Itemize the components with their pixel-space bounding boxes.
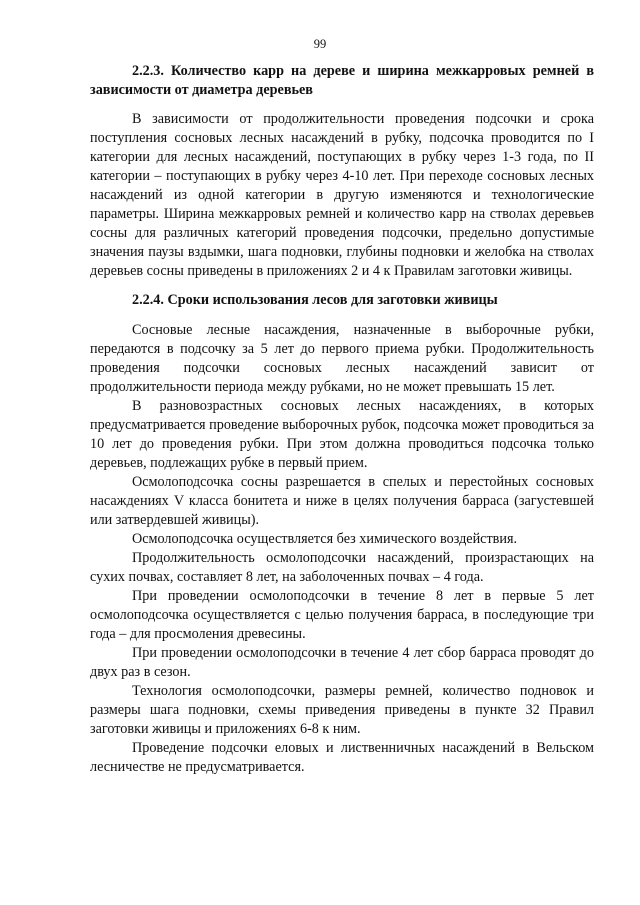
page-content — [90, 62, 594, 777]
paragraph: В зависимости от продолжительности проведения подсочки и срока поступления сосновых лесных насаждений в рубку, подсочка проводится по I категории для лесных насаждений, поступающих в рубку через 1-3 года, по II категории – поступающих в рубку через 4-10 лет. При переходе сосновых лесных насаждений из одной категории в другую изменяются и технологические параметры. Ширина межкарровых ремней и количество карр на стволах деревьев сосны для различных категорий проведения подсочки, предельно допустимые значения паузы вздымки, шага подновки, глубины подновки и желобка на стволах деревьев сосны приведены в приложениях 2 и 4 к Правилам заготовки живицы. — [90, 111, 594, 279]
paragraph: В разновозрастных сосновых лесных насаждениях, в которых предусматривается проведение выборочных рубок, подсочка может проводиться за 10 лет до проведения рубки. При этом должна проводиться подсочка только деревьев, подлежащих рубке в первый прием. — [90, 398, 594, 471]
paragraph: Проведение подсочки еловых и лиственничных насаждений в Вельском лесничестве не предусматривается. — [90, 740, 594, 775]
paragraph: Продолжительность осмолоподсочки насаждений, произрастающих на сухих почвах, составляет 8 лет, на заболоченных почвах – 4 года. — [90, 550, 594, 585]
paragraph: При проведении осмолоподсочки в течение 4 лет сбор барраса проводят до двух раз в сезон. — [90, 645, 594, 680]
page-number: 99 — [313, 37, 327, 51]
paragraph: Осмолоподсочка сосны разрешается в спелых и перестойных сосновых насаждениях V класса бонитета и ниже в целях получения барраса (загустевшей или затвердевшей живицы). — [90, 474, 594, 528]
section-heading-2-2-3: 2.2.3. Количество карр на дереве и ширина межкарровых ремней в зависимости от диаметра деревьев — [90, 63, 594, 98]
paragraph: Сосновые лесные насаждения, назначенные в выборочные рубки, передаются в подсочку за 5 лет до первого приема рубки. Продолжительность проведения подсочки сосновых лесных насаждений зависит от продолжительности периода между рубками, но не может превышать 15 лет. — [90, 322, 594, 395]
paragraph: При проведении осмолоподсочки в течение 8 лет в первые 5 лет осмолоподсочка осуществляется с целью получения барраса, в последующие три года – для просмоления древесины. — [90, 588, 594, 642]
section-heading-2-2-4: 2.2.4. Сроки использования лесов для заготовки живицы — [132, 292, 498, 308]
paragraph: Осмолоподсочка осуществляется без химического воздействия. — [132, 531, 518, 547]
paragraph: Технология осмолоподсочки, размеры ремней, количество подновок и размеры шага подновки, схемы приведения приведены в пункте 32 Правил заготовки живицы и приложениях 6-8 к ним. — [90, 683, 594, 737]
